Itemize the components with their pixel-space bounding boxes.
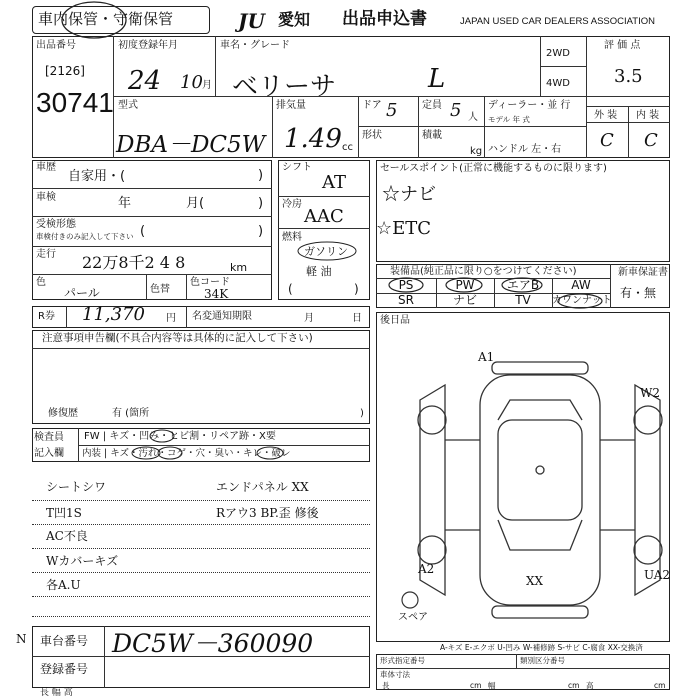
capacity-value: 5 (450, 100, 462, 121)
recycle-unit: 円 (166, 313, 176, 324)
recycle-label: R券 (38, 311, 55, 322)
vehicle-dims-label: 車体寸法 (380, 670, 410, 679)
remark-mark: N (16, 632, 27, 646)
color-label: 色 (36, 277, 46, 288)
caution-label: 注意事項申告欄(不具合内容等は具体的に記入して下さい) (42, 332, 313, 344)
receipt-sub: 車検付きのみ記入して下さい (36, 232, 134, 241)
remark-right: Rアウ3 BP.歪 修後 (216, 506, 319, 520)
diagram-area-label: 後日品 (380, 315, 410, 326)
category-label: 類別区分番号 (520, 656, 565, 665)
sales-points-box (376, 160, 670, 262)
displacement-unit: cc (342, 142, 353, 153)
name-change-day: 日 (352, 313, 362, 324)
mileage-value: 22万8千2 4 8 (82, 253, 186, 272)
load-unit: kg (470, 146, 483, 157)
recycle-value: 11,370 (82, 304, 145, 325)
mileage-label: 走行 (36, 249, 56, 260)
doors-label: ドア (362, 100, 382, 111)
fuel-paren-open: ( (288, 282, 293, 296)
capacity-label: 定員 (422, 100, 442, 111)
inspection-close: ) (258, 196, 264, 211)
remark-left: シートシワ (46, 480, 107, 494)
interior-value: C (644, 130, 658, 151)
dim-width: 幅 (488, 681, 496, 690)
receipt-label: 受検形態 (36, 219, 76, 230)
new-warranty-value: 有・無 (620, 286, 657, 300)
inspector-label: 検査員 (34, 432, 64, 443)
ac-value: AAC (304, 206, 344, 227)
car-name: ベリーサ (232, 72, 337, 102)
displacement-label: 排気量 (276, 100, 306, 111)
sales-point-item: ☆ETC (376, 218, 432, 239)
lot-no-value: 30741 (36, 87, 114, 118)
model-label: 車名・グレード (220, 40, 290, 51)
lot-no-label: 出品番号 (36, 40, 76, 51)
remark-left: Wカバーキズ (46, 554, 119, 568)
lot-no-bracket: [2126] (45, 64, 85, 78)
diagram-mark: A1 (478, 350, 495, 364)
equip-tv: TV (515, 293, 531, 307)
storage-label: 車内保管・守衛保管 (38, 10, 174, 28)
model-year-label: モデル 年 式 (488, 115, 530, 124)
model-code-value: DBA－DC5W (116, 132, 266, 158)
remark-left: 各A.U (46, 578, 81, 592)
load-label: 積載 (422, 130, 442, 141)
english-title: JAPAN USED CAR DEALERS ASSOCIATION (460, 16, 655, 27)
notes-box (32, 330, 370, 424)
dim-length: 長 (382, 681, 390, 690)
handle-label: ハンドル 左・右 (488, 144, 562, 155)
fuel-value: ガソリン (304, 245, 348, 258)
remark-right: エンドパネル XX (216, 480, 309, 494)
first-reg-label: 初度登録年月 (118, 40, 178, 51)
model-code-label: 型式 (118, 100, 138, 111)
spare-tire-icon (398, 590, 422, 610)
displacement-value: 1.49 (284, 124, 342, 154)
equip-pw: PW (455, 278, 475, 292)
color-code-label: 色コード (190, 277, 230, 288)
diagram-mark: XX (526, 574, 544, 588)
receipt-open: ( (140, 224, 146, 239)
equip-navi: ナビ (452, 293, 477, 307)
ac-label: 冷房 (282, 199, 302, 210)
ju-logo-text: JU (238, 9, 265, 33)
name-change-label: 名変通知期限 (192, 311, 252, 322)
drive-4wd: 4WD (546, 78, 570, 89)
history-value: 自家用・( (68, 169, 126, 184)
repair-value: 有 (箇所 (112, 408, 150, 419)
inspection-month: 月( (186, 196, 205, 211)
inspection-circles-icon (110, 428, 310, 462)
color-value: パール (64, 286, 100, 300)
dim-width-unit: cm (568, 681, 580, 690)
inspection-label: 車検 (36, 192, 56, 203)
diagram-mark: A2 (418, 562, 435, 576)
month-unit: 月 (202, 80, 212, 91)
equip-airbag: エアB (506, 278, 540, 292)
equip-sr: SR (398, 293, 414, 307)
dim-height: 高 (586, 681, 594, 690)
receipt-close: ) (258, 224, 264, 239)
remark-left: T凹1S (46, 506, 82, 520)
drive-2wd: 2WD (546, 48, 570, 59)
name-change-month: 月 (304, 313, 314, 324)
inspection-year: 年 (118, 196, 132, 211)
sales-point-item: ☆ナビ (382, 184, 436, 205)
fuel-label: 燃料 (282, 232, 302, 243)
interior-label: 内 装 (636, 110, 660, 121)
equip-aw: AW (571, 278, 591, 292)
mileage-unit: km (230, 261, 248, 274)
equipment-label: 装備品(純正品に限り○をつけてください) (390, 266, 577, 277)
capacity-unit: 人 (468, 112, 478, 123)
org-name: 愛知 (278, 10, 311, 29)
score-label: 評 価 点 (604, 40, 641, 51)
dim-length-unit: cm (470, 681, 482, 690)
exterior-label: 外 装 (594, 110, 618, 121)
entry-label: 記入欄 (34, 448, 64, 459)
shift-value: AT (322, 172, 347, 193)
equip-nut: カワンナット (552, 295, 612, 306)
history-label: 車歴 (36, 162, 56, 173)
diagram-mark: W2 (640, 386, 660, 400)
first-reg-year: 24 (128, 66, 162, 96)
dims-label: 長 幅 高 (40, 688, 73, 698)
sales-points-label: セールスポイント(正常に機能するものに限ります) (380, 163, 607, 174)
repair-close: ) (360, 408, 364, 419)
model-cert-label: 形式指定番号 (380, 656, 425, 665)
color-code-value: 34K (204, 287, 229, 301)
repair-label: 修復歴 (48, 408, 78, 419)
history-close: ) (258, 168, 264, 183)
equip-circles-icon (376, 276, 610, 310)
new-warranty-label: 新車保証書 (618, 267, 668, 278)
reg-no-label: 登録番号 (40, 662, 89, 676)
chassis-value: DC5W－360090 (112, 629, 314, 658)
fw-row: FW | キズ・凹み・ヒビ割・リペア跡・X要 (84, 431, 276, 442)
shift-label: シフト (282, 162, 312, 173)
grade: L (428, 64, 446, 94)
fuel-circle-icon (296, 240, 358, 262)
diagram-legend: A-キズ E-エクボ U-凹み W-補修跡 S-サビ C-腐食 XX-交換済 (440, 643, 643, 652)
diagram-mark: UA2 (644, 568, 671, 582)
dim-height-unit: cm (654, 681, 666, 690)
equip-ps: PS (398, 278, 414, 292)
spare-label: スペア (398, 612, 428, 623)
chassis-label: 車台番号 (40, 634, 89, 648)
remark-left: AC不良 (46, 529, 88, 543)
fuel-diesel: 軽 油 (306, 265, 332, 278)
first-reg-month: 10 (180, 72, 203, 93)
fuel-paren-close: ) (354, 282, 359, 296)
interior-row: 内装 | キズ・汚れ・コゲ・穴・臭い・キレ・破レ (82, 448, 291, 459)
score-value: 3.5 (614, 66, 643, 87)
shape-label: 形状 (362, 130, 382, 141)
handwritten-circle-icon (60, 0, 130, 40)
color-changed-label: 色替 (150, 284, 170, 295)
exterior-value: C (600, 130, 614, 151)
form-title: 出品申込書 (342, 9, 427, 29)
dealer-label: ディーラー・並 行 (488, 100, 571, 111)
doors-value: 5 (386, 100, 398, 121)
ju-logo (238, 9, 278, 31)
